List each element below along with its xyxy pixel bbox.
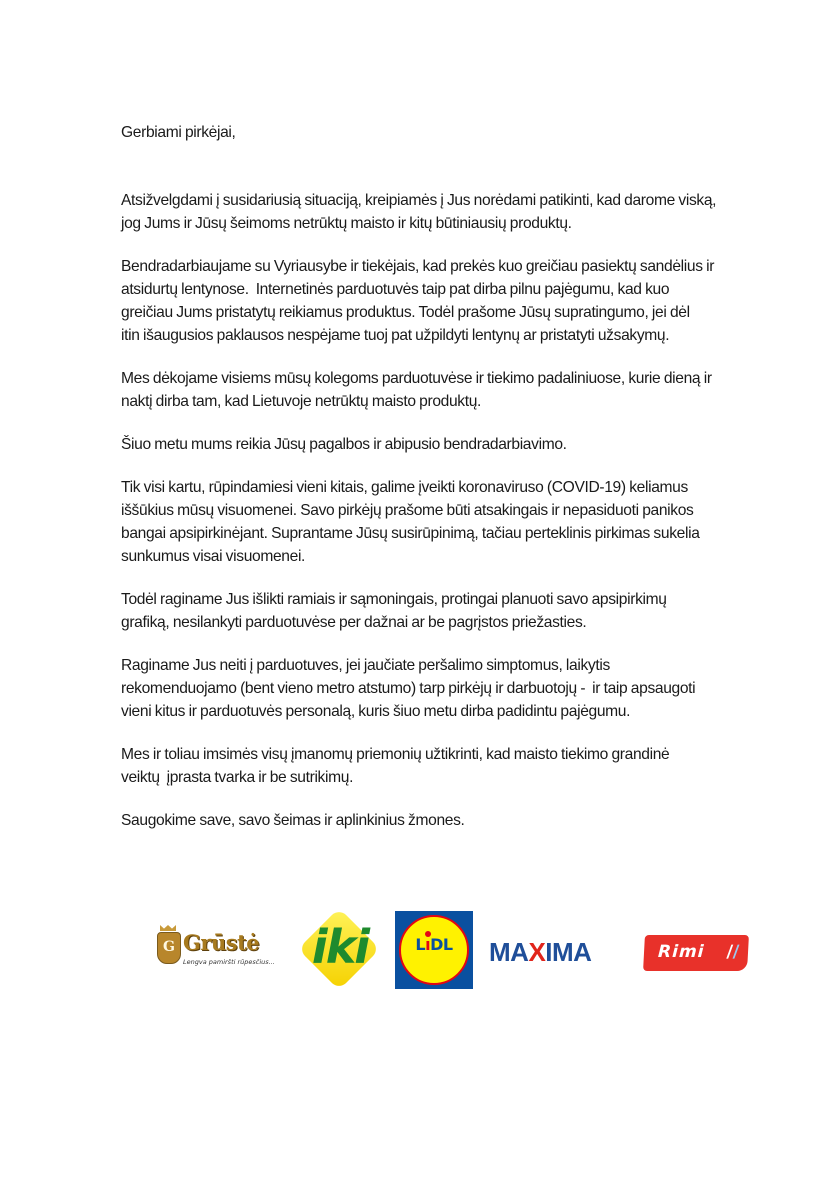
paragraph-line: grafiką, nesilankyti parduotuvėse per dažnai ar be pagrįstos priežasties.: [121, 614, 587, 631]
iki-wordmark: iki: [311, 920, 369, 974]
paragraph-line: bangai apsipirkinėjant. Suprantame Jūsų susirūpinimą, tačiau perteklinis pirkimas sukelia: [121, 525, 700, 542]
paragraph-line: Tik visi kartu, rūpindamiesi vieni kitais, galime įveikti koronaviruso (COVID-19) keliamus: [121, 479, 688, 496]
retailer-logos: [0, 908, 840, 993]
letter-body: [121, 121, 811, 852]
paragraph-line: naktį dirba tam, kad Lietuvoje netrūktų maisto produktų.: [121, 393, 482, 410]
letter-paragraph: [121, 367, 811, 413]
rimi-mark-icon: [726, 942, 739, 962]
paragraph-line: vieni kitus ir parduotuvės personalą, kuris šiuo metu dirba padidintu pajėgumu.: [121, 703, 631, 720]
lidl-l: L: [415, 935, 426, 954]
paragraph-line: Raginame Jus neiti į parduotuves, jei jaučiate peršalimo simptomus, laikytis: [121, 657, 610, 674]
letter-paragraphs: [121, 189, 811, 832]
crest-icon: [157, 932, 181, 964]
paragraph-line: Bendradarbiaujame su Vyriausybe ir tiekėjais, kad prekės kuo greičiau pasiektų sandėlius ir: [121, 258, 715, 275]
paragraph-line: rekomenduojamo (bent vieno metro atstumo) tarp pirkėjų ir darbuotojų - ir taip apsaugoti: [121, 680, 696, 697]
crown-icon: [160, 925, 176, 931]
rimi-logo: [643, 935, 749, 971]
paragraph-line: iššūkius mūsų visuomenei. Savo pirkėjų prašome būti atsakingais ir nepasiduoti panikos: [121, 502, 694, 519]
lidl-wordmark: [395, 935, 473, 954]
paragraph-line: Mes dėkojame visiems mūsų kolegoms parduotuvėse ir tiekimo padaliniuose, kurie dieną ir: [121, 370, 712, 387]
rimi-wordmark: Rimi: [657, 942, 706, 962]
letter-paragraph: [121, 476, 811, 568]
crest-letter: G: [163, 939, 175, 955]
maxima-wordmark: [489, 938, 629, 966]
iki-logo: [300, 912, 380, 990]
gruste-logo: [157, 930, 287, 972]
letter-paragraph: [121, 255, 811, 347]
maxima-logo: [489, 938, 629, 966]
maxima-part2: IMA: [545, 937, 592, 967]
paragraph-line: jog Jums ir Jūsų šeimoms netrūktų maisto ir kitų būtiniausių produktų.: [121, 215, 572, 232]
letter-paragraph: [121, 654, 811, 723]
letter-paragraph: [121, 433, 811, 456]
lidl-dl: DL: [430, 935, 453, 954]
lidl-i: ı: [425, 935, 431, 954]
letter-paragraph: [121, 743, 811, 789]
paragraph-line: itin išaugusios paklausos nespėjame tuoj pat užpildyti lentynų ar pristatyti užsakymų.: [121, 327, 670, 344]
paragraph-line: Mes ir toliau imsimės visų įmanomų priemonių užtikrinti, kad maisto tiekimo grandinė: [121, 746, 670, 763]
maxima-x: X: [528, 937, 546, 967]
paragraph-line: greičiau Jums pristatytų reikiamus produktus. Todėl prašome Jūsų supratingumo, jei dėl: [121, 304, 690, 321]
lidl-logo: [395, 911, 473, 989]
gruste-wordmark: Grūstė: [183, 930, 260, 955]
rimi-mark-white: /: [726, 942, 734, 962]
gruste-slogan: Lengva pamiršti rūpesčius...: [183, 958, 275, 966]
paragraph-line: veiktų įprasta tvarka ir be sutrikimų.: [121, 769, 354, 786]
rimi-mark-blue: /: [732, 942, 740, 962]
paragraph-line: Saugokime save, savo šeimas ir aplinkinius žmones.: [121, 812, 465, 829]
letter-paragraph: [121, 189, 811, 235]
letter-paragraph: [121, 588, 811, 634]
letter-paragraph: [121, 809, 811, 832]
paragraph-line: sunkumus visai visuomenei.: [121, 548, 306, 565]
paragraph-line: Šiuo metu mums reikia Jūsų pagalbos ir abipusio bendradarbiavimo.: [121, 436, 567, 453]
paragraph-line: atsidurtų lentynose. Internetinės parduotuvės taip pat dirba pilnu pajėgumu, kad kuo: [121, 281, 670, 298]
maxima-part1: MA: [489, 937, 529, 967]
greeting: Gerbiami pirkėjai,: [121, 124, 236, 141]
paragraph-line: Atsižvelgdami į susidariusią situaciją, kreipiamės į Jus norėdami patikinti, kad darome viską,: [121, 192, 717, 209]
paragraph-line: Todėl raginame Jus išlikti ramiais ir sąmoningais, protingai planuoti savo apsipirkimų: [121, 591, 667, 608]
